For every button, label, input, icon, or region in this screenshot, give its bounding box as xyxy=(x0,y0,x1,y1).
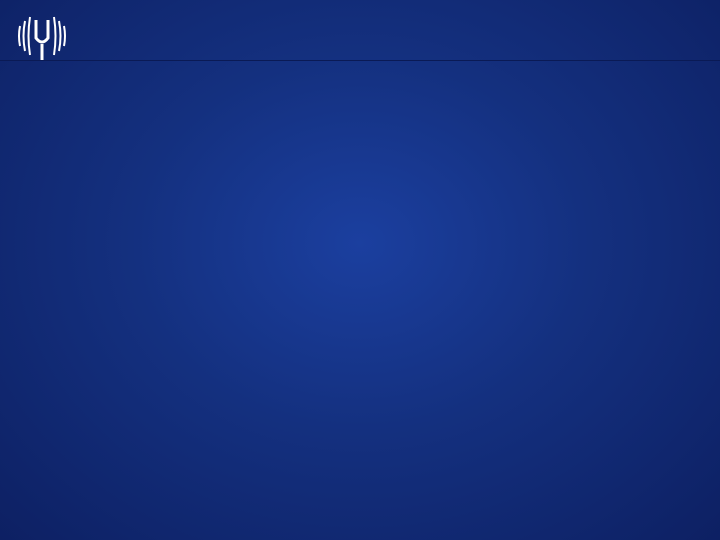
kamerton-logo-icon xyxy=(14,8,70,64)
header xyxy=(0,0,720,61)
